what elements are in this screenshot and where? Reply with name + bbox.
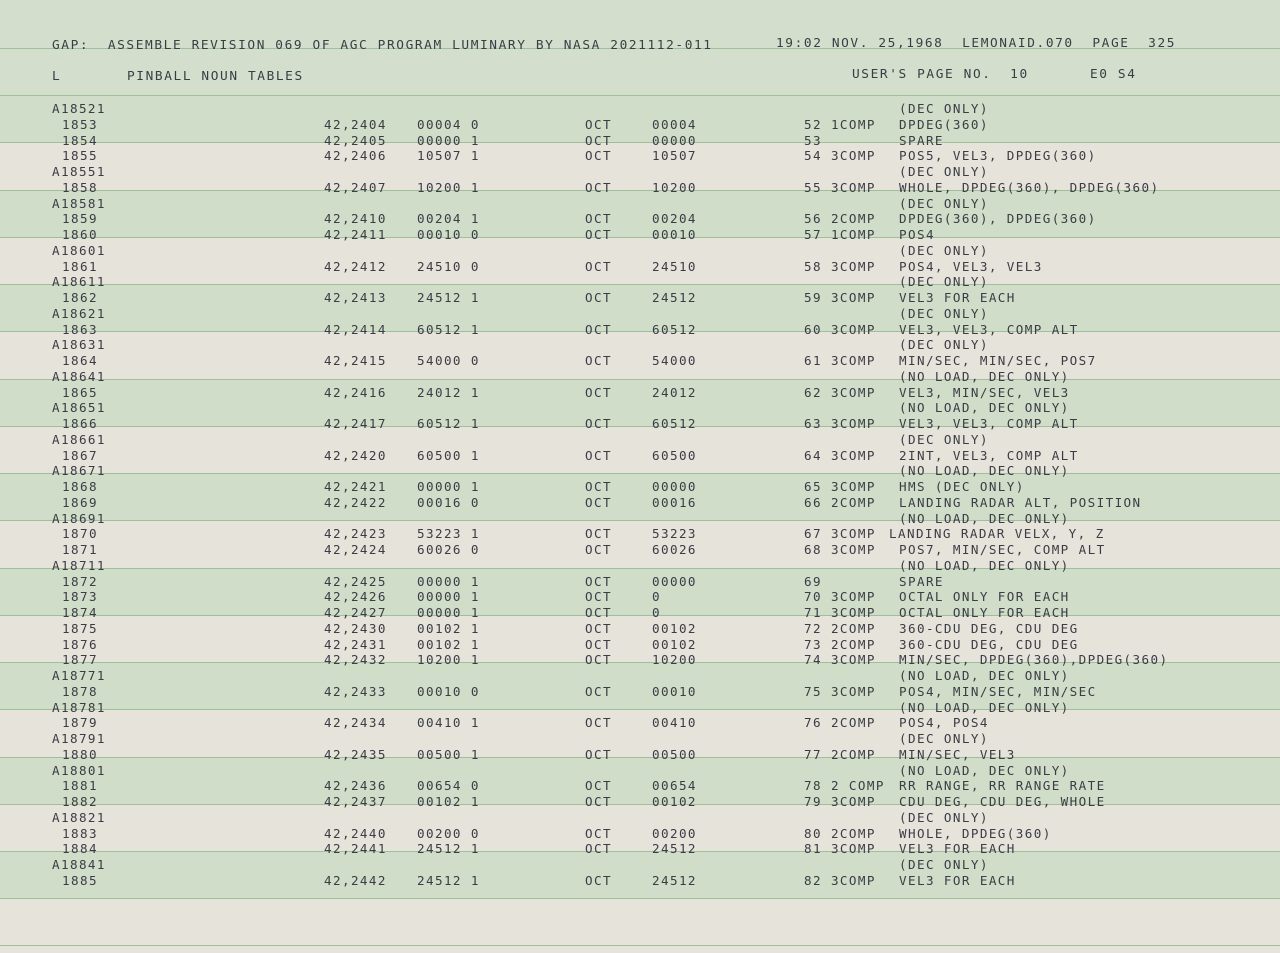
word-cell: 00000 1 (417, 573, 480, 589)
opcode-cell: OCT (585, 573, 612, 589)
comment-cell: OCTAL ONLY FOR EACH (899, 605, 1070, 620)
comment-cell: MIN/SEC, VEL3 (899, 746, 1016, 762)
opcode-cell: OCT (585, 778, 612, 794)
address-cell: 42,2405 (324, 132, 387, 148)
operand-cell: 00004 (652, 116, 697, 132)
opcode-cell: OCT (585, 589, 612, 605)
operand-cell: 00654 (652, 778, 697, 794)
source-line-label: A18651 (52, 400, 106, 416)
operand-cell: 24012 (652, 384, 697, 400)
word-cell: 24512 1 (417, 872, 480, 888)
source-line-label: 1864 (62, 353, 98, 368)
noun-cell: 69 (804, 573, 822, 589)
noun-cell: 70 3COMP (804, 589, 876, 605)
operand-cell: 00500 (652, 746, 697, 762)
source-line-label: 1868 (62, 479, 98, 494)
word-cell: 53223 1 (417, 526, 480, 542)
opcode-cell: OCT (585, 526, 612, 542)
source-line-label: 1869 (62, 494, 98, 510)
word-cell: 10200 1 (417, 652, 480, 668)
noun-cell: 73 2COMP (804, 636, 876, 652)
opcode-cell: OCT (585, 636, 612, 652)
noun-cell: 66 2COMP (804, 494, 876, 510)
comment-cell: POS7, MIN/SEC, COMP ALT (899, 542, 1106, 557)
noun-cell: 81 3COMP (804, 841, 876, 857)
comment-cell: 360-CDU DEG, CDU DEG (899, 636, 1079, 652)
source-line-label: 1861 (62, 258, 98, 274)
greenbar-band (0, 898, 1280, 945)
noun-cell: 78 2 COMP (804, 778, 885, 794)
source-line-label: 1871 (62, 542, 98, 557)
operand-cell: 00102 (652, 636, 697, 652)
opcode-cell: OCT (585, 620, 612, 636)
source-line-label: 1863 (62, 321, 98, 337)
source-line-label: 1876 (62, 636, 98, 652)
source-line-label: 1875 (62, 620, 98, 636)
source-line-label: 1878 (62, 683, 98, 699)
greenbar-rule (0, 568, 1280, 569)
opcode-cell: OCT (585, 715, 612, 731)
source-line-label: A18601 (52, 242, 106, 258)
greenbar-band (0, 851, 1280, 898)
operand-cell: 24512 (652, 872, 697, 888)
noun-cell: 68 3COMP (804, 542, 876, 557)
comment-cell: 360-CDU DEG, CDU DEG (899, 620, 1079, 636)
comment-cell: (DEC ONLY) (899, 101, 989, 116)
bottom-rule (0, 945, 1280, 946)
greenbar-band (0, 237, 1280, 284)
greenbar-rule (0, 615, 1280, 616)
noun-cell: 75 3COMP (804, 683, 876, 699)
opcode-cell: OCT (585, 353, 612, 368)
greenbar-band (0, 709, 1280, 756)
address-cell: 42,2407 (324, 179, 387, 195)
word-cell: 00000 1 (417, 589, 480, 605)
opcode-cell: OCT (585, 416, 612, 431)
source-line-label: 1874 (62, 605, 98, 620)
comment-cell: (NO LOAD, DEC ONLY) (899, 463, 1070, 479)
greenbar-rule (0, 331, 1280, 332)
opcode-cell: OCT (585, 258, 612, 274)
operand-cell: 24512 (652, 841, 697, 857)
operand-cell: 60026 (652, 542, 697, 557)
source-line-label: 1885 (62, 872, 98, 888)
address-cell: 42,2412 (324, 258, 387, 274)
word-cell: 00016 0 (417, 494, 480, 510)
comment-cell: (NO LOAD, DEC ONLY) (899, 400, 1070, 416)
comment-cell: POS4, VEL3, VEL3 (899, 258, 1043, 274)
noun-cell: 77 2COMP (804, 746, 876, 762)
source-line-label: 1858 (62, 179, 98, 195)
noun-cell: 80 2COMP (804, 825, 876, 841)
operand-cell: 10200 (652, 179, 697, 195)
operand-cell: 00010 (652, 227, 697, 242)
address-cell: 42,2441 (324, 841, 387, 857)
comment-cell: (DEC ONLY) (899, 242, 989, 258)
comment-cell: (NO LOAD, DEC ONLY) (899, 368, 1070, 384)
source-line-label: A18631 (52, 337, 106, 353)
source-line-label: A18841 (52, 857, 106, 872)
operand-cell: 54000 (652, 353, 697, 368)
address-cell: 42,2421 (324, 479, 387, 494)
opcode-cell: OCT (585, 179, 612, 195)
greenbar-band (0, 426, 1280, 473)
operand-cell: 0 (652, 589, 661, 605)
source-line-label: A18671 (52, 463, 106, 479)
source-line-label: A18771 (52, 668, 106, 683)
comment-cell: (NO LOAD, DEC ONLY) (899, 668, 1070, 683)
comment-cell: RR RANGE, RR RANGE RATE (899, 778, 1106, 794)
operand-cell: 10507 (652, 148, 697, 164)
comment-cell: VEL3, VEL3, COMP ALT (899, 321, 1079, 337)
opcode-cell: OCT (585, 746, 612, 762)
source-line-label: 1882 (62, 794, 98, 809)
word-cell: 24510 0 (417, 258, 480, 274)
word-cell: 24012 1 (417, 384, 480, 400)
comment-cell: 2INT, VEL3, COMP ALT (899, 447, 1079, 463)
comment-cell: DPDEG(360) (899, 116, 989, 132)
greenbar-band (0, 284, 1280, 331)
address-cell: 42,2424 (324, 542, 387, 557)
operand-cell: 00010 (652, 683, 697, 699)
operand-cell: 10200 (652, 652, 697, 668)
word-cell: 24512 1 (417, 290, 480, 305)
comment-cell: (DEC ONLY) (899, 809, 989, 825)
comment-cell: VEL3 FOR EACH (899, 872, 1016, 888)
noun-cell: 82 3COMP (804, 872, 876, 888)
source-line-label: A18791 (52, 731, 106, 746)
address-cell: 42,2414 (324, 321, 387, 337)
source-line-label: A18661 (52, 431, 106, 447)
noun-cell: 76 2COMP (804, 715, 876, 731)
noun-cell: 74 3COMP (804, 652, 876, 668)
greenbar-band (0, 804, 1280, 851)
source-line-label: 1862 (62, 290, 98, 305)
noun-cell: 52 1COMP (804, 116, 876, 132)
noun-cell: 57 1COMP (804, 227, 876, 242)
noun-cell: 61 3COMP (804, 353, 876, 368)
comment-cell: (DEC ONLY) (899, 731, 989, 746)
address-cell: 42,2411 (324, 227, 387, 242)
source-line-label: A18581 (52, 195, 106, 211)
comment-cell: VEL3, VEL3, COMP ALT (899, 416, 1079, 431)
comment-cell: LANDING RADAR VELX, Y, Z (889, 526, 1105, 542)
source-line-label: A18801 (52, 762, 106, 778)
comment-cell: SPARE (899, 573, 944, 589)
source-line-label: 1879 (62, 715, 98, 731)
greenbar-rule (0, 473, 1280, 474)
noun-cell: 55 3COMP (804, 179, 876, 195)
word-cell: 00204 1 (417, 211, 480, 227)
word-cell: 00102 1 (417, 620, 480, 636)
comment-cell: MIN/SEC, DPDEG(360),DPDEG(360) (899, 652, 1169, 668)
greenbar-rule (0, 709, 1280, 710)
word-cell: 00000 1 (417, 605, 480, 620)
noun-cell: 60 3COMP (804, 321, 876, 337)
word-cell: 00004 0 (417, 116, 480, 132)
address-cell: 42,2410 (324, 211, 387, 227)
source-line-label: 1873 (62, 589, 98, 605)
comment-cell: WHOLE, DPDEG(360) (899, 825, 1052, 841)
operand-cell: 00102 (652, 794, 697, 809)
word-cell: 00010 0 (417, 227, 480, 242)
address-cell: 42,2440 (324, 825, 387, 841)
comment-cell: MIN/SEC, MIN/SEC, POS7 (899, 353, 1097, 368)
header-listing-flag: L (52, 69, 62, 84)
word-cell: 00654 0 (417, 778, 480, 794)
header-timestamp-page: 19:02 NOV. 25,1968 LEMONAID.070 PAGE 325 (776, 36, 1177, 51)
source-line-label: 1870 (62, 526, 98, 542)
comment-cell: (NO LOAD, DEC ONLY) (899, 510, 1070, 526)
comment-cell: WHOLE, DPDEG(360), DPDEG(360) (899, 179, 1160, 195)
comment-cell: POS5, VEL3, DPDEG(360) (899, 148, 1097, 164)
greenbar-rule (0, 237, 1280, 238)
noun-cell: 72 2COMP (804, 620, 876, 636)
word-cell: 24512 1 (417, 841, 480, 857)
opcode-cell: OCT (585, 542, 612, 557)
address-cell: 42,2413 (324, 290, 387, 305)
noun-cell: 58 3COMP (804, 258, 876, 274)
comment-cell: (DEC ONLY) (899, 857, 989, 872)
word-cell: 60512 1 (417, 416, 480, 431)
opcode-cell: OCT (585, 384, 612, 400)
noun-cell: 59 3COMP (804, 290, 876, 305)
operand-cell: 60512 (652, 416, 697, 431)
comment-cell: (DEC ONLY) (899, 195, 989, 211)
comment-cell: (DEC ONLY) (899, 305, 989, 321)
comment-cell: LANDING RADAR ALT, POSITION (899, 494, 1142, 510)
source-line-label: A18621 (52, 305, 106, 321)
comment-cell: HMS (DEC ONLY) (899, 479, 1025, 494)
source-line-label: A18551 (52, 164, 106, 179)
comment-cell: (DEC ONLY) (899, 431, 989, 447)
opcode-cell: OCT (585, 447, 612, 463)
greenbar-rule (0, 95, 1280, 96)
source-line-label: 1867 (62, 447, 98, 463)
noun-cell: 54 3COMP (804, 148, 876, 164)
opcode-cell: OCT (585, 794, 612, 809)
source-line-label: A18691 (52, 510, 106, 526)
source-line-label: A18781 (52, 699, 106, 715)
operand-cell: 00000 (652, 573, 697, 589)
header-title-line: GAP: ASSEMBLE REVISION 069 OF AGC PROGRAM LUMINARY BY NASA 2021112-011 (52, 38, 713, 53)
greenbar-rule (0, 757, 1280, 758)
header-page-code: E0 S4 (1090, 67, 1137, 82)
opcode-cell: OCT (585, 290, 612, 305)
comment-cell: POS4 (899, 227, 935, 242)
source-line-label: A18711 (52, 557, 106, 573)
operand-cell: 00016 (652, 494, 697, 510)
opcode-cell: OCT (585, 116, 612, 132)
noun-cell: 79 3COMP (804, 794, 876, 809)
word-cell: 10507 1 (417, 148, 480, 164)
word-cell: 00010 0 (417, 683, 480, 699)
greenbar-rule (0, 142, 1280, 143)
comment-cell: SPARE (899, 132, 944, 148)
operand-cell: 0 (652, 605, 661, 620)
operand-cell: 00204 (652, 211, 697, 227)
address-cell: 42,2431 (324, 636, 387, 652)
word-cell: 00000 1 (417, 132, 480, 148)
word-cell: 00102 1 (417, 636, 480, 652)
address-cell: 42,2432 (324, 652, 387, 668)
comment-cell: (NO LOAD, DEC ONLY) (899, 699, 1070, 715)
noun-cell: 63 3COMP (804, 416, 876, 431)
address-cell: 42,2433 (324, 683, 387, 699)
source-line-label: 1855 (62, 148, 98, 164)
opcode-cell: OCT (585, 683, 612, 699)
operand-cell: 00000 (652, 132, 697, 148)
word-cell: 10200 1 (417, 179, 480, 195)
word-cell: 00102 1 (417, 794, 480, 809)
comment-cell: VEL3, MIN/SEC, VEL3 (899, 384, 1070, 400)
comment-cell: DPDEG(360), DPDEG(360) (899, 211, 1097, 227)
word-cell: 60512 1 (417, 321, 480, 337)
comment-cell: VEL3 FOR EACH (899, 841, 1016, 857)
comment-cell: (DEC ONLY) (899, 337, 989, 353)
source-line-label: 1860 (62, 227, 98, 242)
comment-cell: (DEC ONLY) (899, 274, 989, 290)
address-cell: 42,2437 (324, 794, 387, 809)
address-cell: 42,2436 (324, 778, 387, 794)
noun-cell: 67 3COMP (804, 526, 876, 542)
comment-cell: OCTAL ONLY FOR EACH (899, 589, 1070, 605)
opcode-cell: OCT (585, 479, 612, 494)
opcode-cell: OCT (585, 227, 612, 242)
greenbar-rule (0, 898, 1280, 899)
word-cell: 00500 1 (417, 746, 480, 762)
greenbar-rule (0, 379, 1280, 380)
source-line-label: 1880 (62, 746, 98, 762)
greenbar-rule (0, 426, 1280, 427)
comment-cell: CDU DEG, CDU DEG, WHOLE (899, 794, 1106, 809)
source-line-label: 1881 (62, 778, 98, 794)
opcode-cell: OCT (585, 825, 612, 841)
opcode-cell: OCT (585, 148, 612, 164)
source-line-label: 1877 (62, 652, 98, 668)
operand-cell: 24510 (652, 258, 697, 274)
source-line-label: A18821 (52, 809, 106, 825)
source-line-label: 1883 (62, 825, 98, 841)
source-line-label: A18611 (52, 274, 106, 290)
address-cell: 42,2404 (324, 116, 387, 132)
address-cell: 42,2423 (324, 526, 387, 542)
source-line-label: 1859 (62, 211, 98, 227)
noun-cell: 71 3COMP (804, 605, 876, 620)
source-line-label: 1884 (62, 841, 98, 857)
comment-cell: (NO LOAD, DEC ONLY) (899, 762, 1070, 778)
address-cell: 42,2422 (324, 494, 387, 510)
operand-cell: 00200 (652, 825, 697, 841)
source-line-label: 1866 (62, 416, 98, 431)
greenbar-band (0, 379, 1280, 426)
word-cell: 54000 0 (417, 353, 480, 368)
opcode-cell: OCT (585, 652, 612, 668)
word-cell: 00200 0 (417, 825, 480, 841)
noun-cell: 64 3COMP (804, 447, 876, 463)
comment-cell: VEL3 FOR EACH (899, 290, 1016, 305)
source-line-label: 1865 (62, 384, 98, 400)
source-line-label: 1853 (62, 116, 98, 132)
word-cell: 00000 1 (417, 479, 480, 494)
address-cell: 42,2415 (324, 353, 387, 368)
word-cell: 60500 1 (417, 447, 480, 463)
source-line-label: 1854 (62, 132, 98, 148)
address-cell: 42,2427 (324, 605, 387, 620)
greenbar-band (0, 568, 1280, 615)
source-line-label: A18521 (52, 101, 106, 116)
operand-cell: 53223 (652, 526, 697, 542)
source-line-label: 1872 (62, 573, 98, 589)
opcode-cell: OCT (585, 872, 612, 888)
noun-cell: 62 3COMP (804, 384, 876, 400)
greenbar-rule (0, 851, 1280, 852)
comment-cell: POS4, POS4 (899, 715, 989, 731)
address-cell: 42,2442 (324, 872, 387, 888)
address-cell: 42,2417 (324, 416, 387, 431)
comment-cell: (DEC ONLY) (899, 164, 989, 179)
comment-cell: (NO LOAD, DEC ONLY) (899, 557, 1070, 573)
noun-cell: 56 2COMP (804, 211, 876, 227)
comment-cell: POS4, MIN/SEC, MIN/SEC (899, 683, 1097, 699)
address-cell: 42,2430 (324, 620, 387, 636)
greenbar-rule (0, 520, 1280, 521)
address-cell: 42,2416 (324, 384, 387, 400)
source-line-label: A18641 (52, 368, 106, 384)
greenbar-band (0, 95, 1280, 142)
opcode-cell: OCT (585, 605, 612, 620)
address-cell: 42,2406 (324, 148, 387, 164)
opcode-cell: OCT (585, 494, 612, 510)
opcode-cell: OCT (585, 321, 612, 337)
address-cell: 42,2425 (324, 573, 387, 589)
word-cell: 60026 0 (417, 542, 480, 557)
operand-cell: 60512 (652, 321, 697, 337)
opcode-cell: OCT (585, 132, 612, 148)
header-section-title: PINBALL NOUN TABLES (127, 69, 304, 84)
opcode-cell: OCT (585, 211, 612, 227)
operand-cell: 24512 (652, 290, 697, 305)
operand-cell: 00000 (652, 479, 697, 494)
operand-cell: 00102 (652, 620, 697, 636)
noun-cell: 65 3COMP (804, 479, 876, 494)
operand-cell: 00410 (652, 715, 697, 731)
greenbar-rule (0, 284, 1280, 285)
address-cell: 42,2434 (324, 715, 387, 731)
address-cell: 42,2420 (324, 447, 387, 463)
opcode-cell: OCT (585, 841, 612, 857)
address-cell: 42,2435 (324, 746, 387, 762)
address-cell: 42,2426 (324, 589, 387, 605)
header-user-page: USER'S PAGE NO. 10 (852, 67, 1029, 82)
operand-cell: 60500 (652, 447, 697, 463)
noun-cell: 53 (804, 132, 822, 148)
word-cell: 00410 1 (417, 715, 480, 731)
